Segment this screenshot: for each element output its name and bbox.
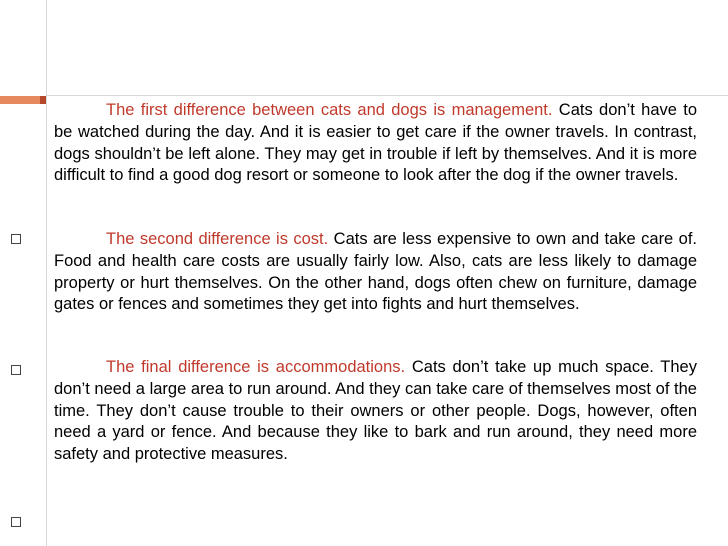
paragraph-cost-body: Cats are less expensive to own and take care of. Food and health care costs are usually fairly low. Also, cats are less likely to damage property or hurt themselves. On the other hand, dogs often chew on furniture, damage gates or fences and sometimes they get into fights and hurt themselves. [54, 230, 697, 314]
slide-accent-bar-dark [40, 96, 46, 104]
paragraph-accommodations [54, 357, 697, 466]
paragraph-management-body: Cats don’t have to be watched during the day. And it is easier to get care if the owner travels. In contrast, dogs shouldn’t be left alone. They may get in trouble if left by themselves. And it is more difficult to find a good dog resort or someone to look after the dog if the owner travels. [54, 101, 697, 185]
square-bullet-icon [11, 234, 21, 244]
slide-vertical-rule [46, 0, 47, 546]
paragraph-cost [54, 229, 697, 316]
slide-horizontal-rule [46, 95, 728, 96]
slide-accent-bar [0, 96, 40, 104]
square-bullet-icon [11, 517, 21, 527]
paragraph-cost-highlight: The second difference is cost. [106, 230, 329, 248]
paragraph-management [54, 100, 697, 187]
paragraph-accommodations-body: Cats don’t take up much space. They don’t need a large area to run around. And they can take care of themselves most of the time. They don’t cause trouble to their owners or other people. Dogs, however, often need a yard or fence. And because they like to bark and run around, they need more safety and protective measures. [54, 358, 697, 464]
paragraph-management-highlight: The first difference between cats and dogs is management. [106, 101, 553, 119]
paragraph-accommodations-highlight: The final difference is accommodations. [106, 358, 406, 376]
square-bullet-icon [11, 365, 21, 375]
